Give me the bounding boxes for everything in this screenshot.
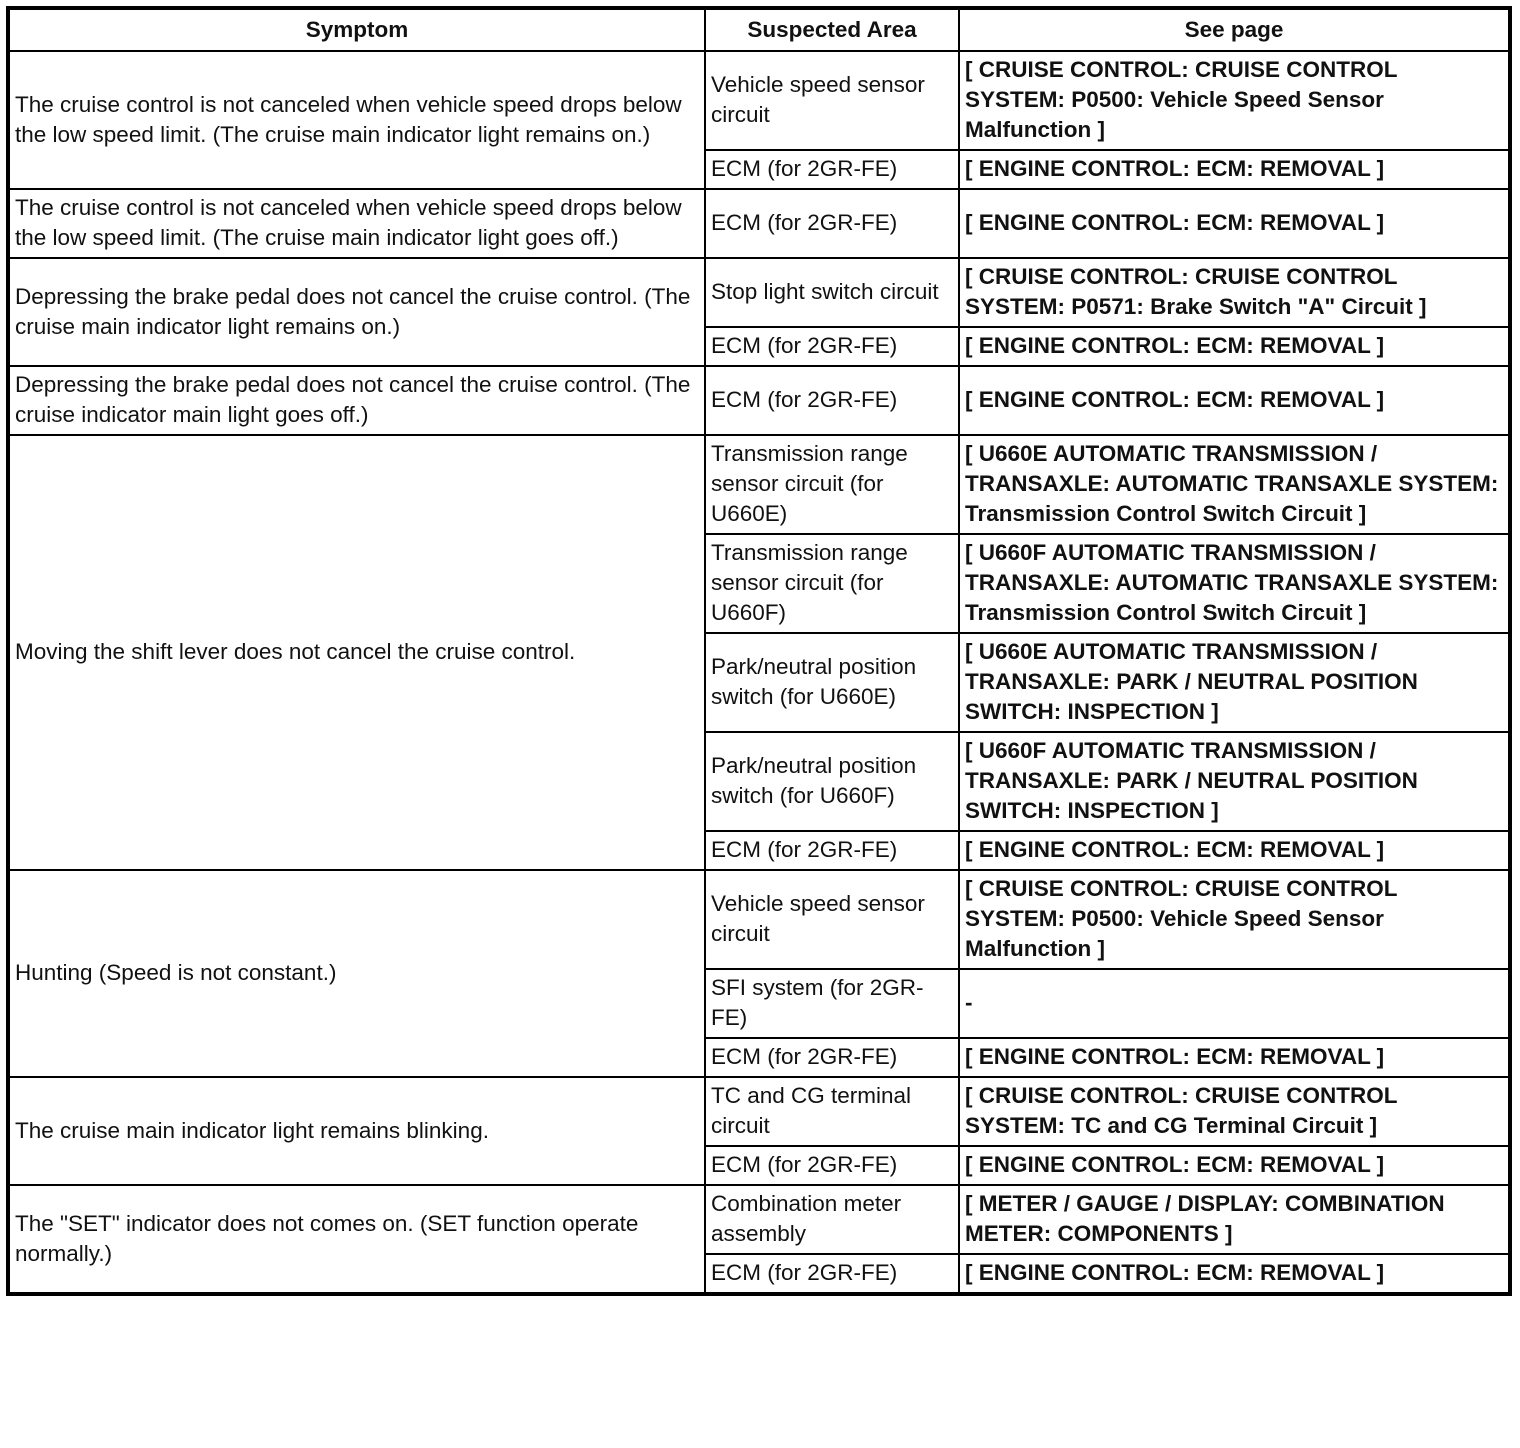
header-symptom: Symptom: [8, 8, 705, 51]
suspected-area-cell: Transmission range sensor circuit (for U660E): [705, 435, 959, 534]
suspected-area-cell: ECM (for 2GR-FE): [705, 1038, 959, 1077]
suspected-area-cell: ECM (for 2GR-FE): [705, 831, 959, 870]
header-suspected-area: Suspected Area: [705, 8, 959, 51]
see-page-link: -: [959, 969, 1510, 1038]
suspected-area-cell: Stop light switch circuit: [705, 258, 959, 327]
symptom-cell: Depressing the brake pedal does not cancel the cruise control. (The cruise indicator main light goes off.): [8, 366, 705, 435]
suspected-area-cell: ECM (for 2GR-FE): [705, 189, 959, 258]
suspected-area-cell: Vehicle speed sensor circuit: [705, 51, 959, 150]
table-row: [8, 1077, 1510, 1146]
see-page-link[interactable]: [ ENGINE CONTROL: ECM: REMOVAL ]: [959, 1254, 1510, 1294]
suspected-area-cell: Vehicle speed sensor circuit: [705, 870, 959, 969]
suspected-area-cell: ECM (for 2GR-FE): [705, 1254, 959, 1294]
table-row: [8, 435, 1510, 534]
suspected-area-cell: TC and CG terminal circuit: [705, 1077, 959, 1146]
see-page-link[interactable]: [ CRUISE CONTROL: CRUISE CONTROL SYSTEM: P0571: Brake Switch "A" Circuit ]: [959, 258, 1510, 327]
suspected-area-cell: ECM (for 2GR-FE): [705, 1146, 959, 1185]
suspected-area-cell: Park/neutral position switch (for U660E): [705, 633, 959, 732]
see-page-link[interactable]: [ ENGINE CONTROL: ECM: REMOVAL ]: [959, 150, 1510, 189]
see-page-link[interactable]: [ ENGINE CONTROL: ECM: REMOVAL ]: [959, 1038, 1510, 1077]
see-page-link[interactable]: [ CRUISE CONTROL: CRUISE CONTROL SYSTEM: P0500: Vehicle Speed Sensor Malfunction ]: [959, 870, 1510, 969]
suspected-area-cell: SFI system (for 2GR-FE): [705, 969, 959, 1038]
table-row: [8, 1185, 1510, 1254]
suspected-area-cell: ECM (for 2GR-FE): [705, 327, 959, 366]
symptom-cell: Hunting (Speed is not constant.): [8, 870, 705, 1077]
see-page-link[interactable]: [ METER / GAUGE / DISPLAY: COMBINATION METER: COMPONENTS ]: [959, 1185, 1510, 1254]
see-page-link[interactable]: [ ENGINE CONTROL: ECM: REMOVAL ]: [959, 189, 1510, 258]
see-page-link[interactable]: [ ENGINE CONTROL: ECM: REMOVAL ]: [959, 1146, 1510, 1185]
suspected-area-cell: ECM (for 2GR-FE): [705, 366, 959, 435]
symptom-cell: The cruise main indicator light remains blinking.: [8, 1077, 705, 1185]
table-row: [8, 870, 1510, 969]
see-page-link[interactable]: [ ENGINE CONTROL: ECM: REMOVAL ]: [959, 366, 1510, 435]
see-page-link[interactable]: [ CRUISE CONTROL: CRUISE CONTROL SYSTEM: P0500: Vehicle Speed Sensor Malfunction ]: [959, 51, 1510, 150]
suspected-area-cell: Park/neutral position switch (for U660F): [705, 732, 959, 831]
table-row: [8, 51, 1510, 150]
table-row: [8, 366, 1510, 435]
see-page-link[interactable]: [ ENGINE CONTROL: ECM: REMOVAL ]: [959, 831, 1510, 870]
see-page-link[interactable]: [ U660E AUTOMATIC TRANSMISSION / TRANSAXLE: PARK / NEUTRAL POSITION SWITCH: INSPECTION ]: [959, 633, 1510, 732]
suspected-area-cell: Combination meter assembly: [705, 1185, 959, 1254]
symptom-cell: The cruise control is not canceled when vehicle speed drops below the low speed limit. (The cruise main indicator light remains on.): [8, 51, 705, 189]
table-row: [8, 189, 1510, 258]
table-body: [8, 51, 1510, 1294]
see-page-link[interactable]: [ U660F AUTOMATIC TRANSMISSION / TRANSAXLE: AUTOMATIC TRANSAXLE SYSTEM: Transmission Control Switch Circuit ]: [959, 534, 1510, 633]
header-row: [8, 8, 1510, 51]
table-row: [8, 258, 1510, 327]
symptom-cell: The cruise control is not canceled when vehicle speed drops below the low speed limit. (The cruise main indicator light goes off.): [8, 189, 705, 258]
see-page-link[interactable]: [ CRUISE CONTROL: CRUISE CONTROL SYSTEM: TC and CG Terminal Circuit ]: [959, 1077, 1510, 1146]
symptom-cell: Depressing the brake pedal does not cancel the cruise control. (The cruise main indicator light remains on.): [8, 258, 705, 366]
see-page-link[interactable]: [ ENGINE CONTROL: ECM: REMOVAL ]: [959, 327, 1510, 366]
symptom-table: [6, 6, 1512, 1296]
see-page-link[interactable]: [ U660F AUTOMATIC TRANSMISSION / TRANSAXLE: PARK / NEUTRAL POSITION SWITCH: INSPECTION ]: [959, 732, 1510, 831]
header-see-page: See page: [959, 8, 1510, 51]
suspected-area-cell: ECM (for 2GR-FE): [705, 150, 959, 189]
see-page-link[interactable]: [ U660E AUTOMATIC TRANSMISSION / TRANSAXLE: AUTOMATIC TRANSAXLE SYSTEM: Transmission Control Switch Circuit ]: [959, 435, 1510, 534]
symptom-cell: The "SET" indicator does not comes on. (SET function operate normally.): [8, 1185, 705, 1294]
suspected-area-cell: Transmission range sensor circuit (for U660F): [705, 534, 959, 633]
symptom-cell: Moving the shift lever does not cancel the cruise control.: [8, 435, 705, 870]
